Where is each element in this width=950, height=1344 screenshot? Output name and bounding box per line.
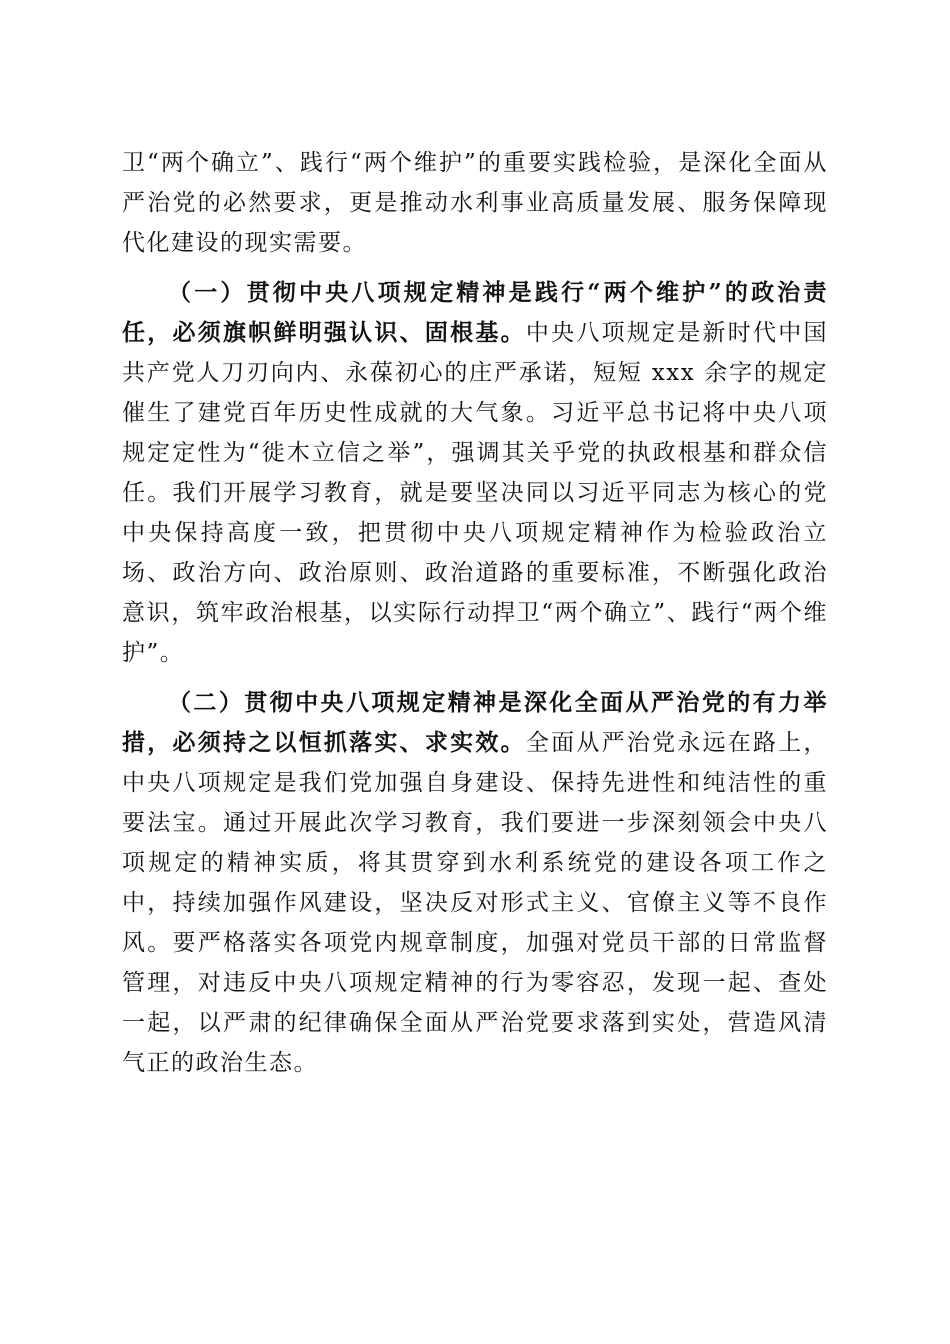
- paragraph-continuation: [122, 143, 828, 263]
- document-body: [122, 143, 828, 1093]
- paragraph-section-two: [122, 683, 828, 1083]
- paragraph-body-text: 卫“两个确立”、践行“两个维护”的重要实践检验，是深化全面从严治党的必然要求，更是推动水利事业高质量发展、服务保障现代化建设的现实需要。: [122, 150, 828, 256]
- paragraph-section-one: [122, 273, 828, 673]
- section-two-body-text: 全面从严治党永远在路上，中央八项规定是我们党加强自身建设、保持先进性和纯洁性的重要法宝。通过开展此次学习教育，我们要进一步深刻领会中央八项规定的精神实质，将其贯穿到水利系统党的建设各项工作之中，持续加强作风建设，坚决反对形式主义、官僚主义等不良作风。要严格落实各项党内规章制度，加强对党员干部的日常监督管理，对违反中央八项规定精神的行为零容忍，发现一起、查处一起，以严肃的纪律确保全面从严治党要求落到实处，营造风清气正的政治生态。: [122, 730, 829, 1076]
- section-one-heading: （一）贯彻中央八项规定精神是践行“两个维护”的政治责任，必须旗帜鲜明强认识、固根基。: [122, 279, 828, 346]
- section-two-heading: （二）贯彻中央八项规定精神是深化全面从严治党的有力举措，必须持之以恒抓落实、求实效。: [122, 689, 828, 756]
- section-one-body-text: 中央八项规定是新时代中国共产党人刀刃向内、永葆初心的庄严承诺，短短 xxx 余字的规定催生了建党百年历史性成就的大气象。习近平总书记将中央八项规定定性为“徙木立信之举”，强调其关乎党的执政根基和群众信任。我们开展学习教育，就是要坚决同以习近平同志为核心的党中央保持高度一致，把贯彻中央八项规定精神作为检验政治立场、政治方向、政治原则、政治道路的重要标准，不断强化政治意识，筑牢政治根基，以实际行动捍卫“两个确立”、践行“两个维护”。: [122, 320, 829, 666]
